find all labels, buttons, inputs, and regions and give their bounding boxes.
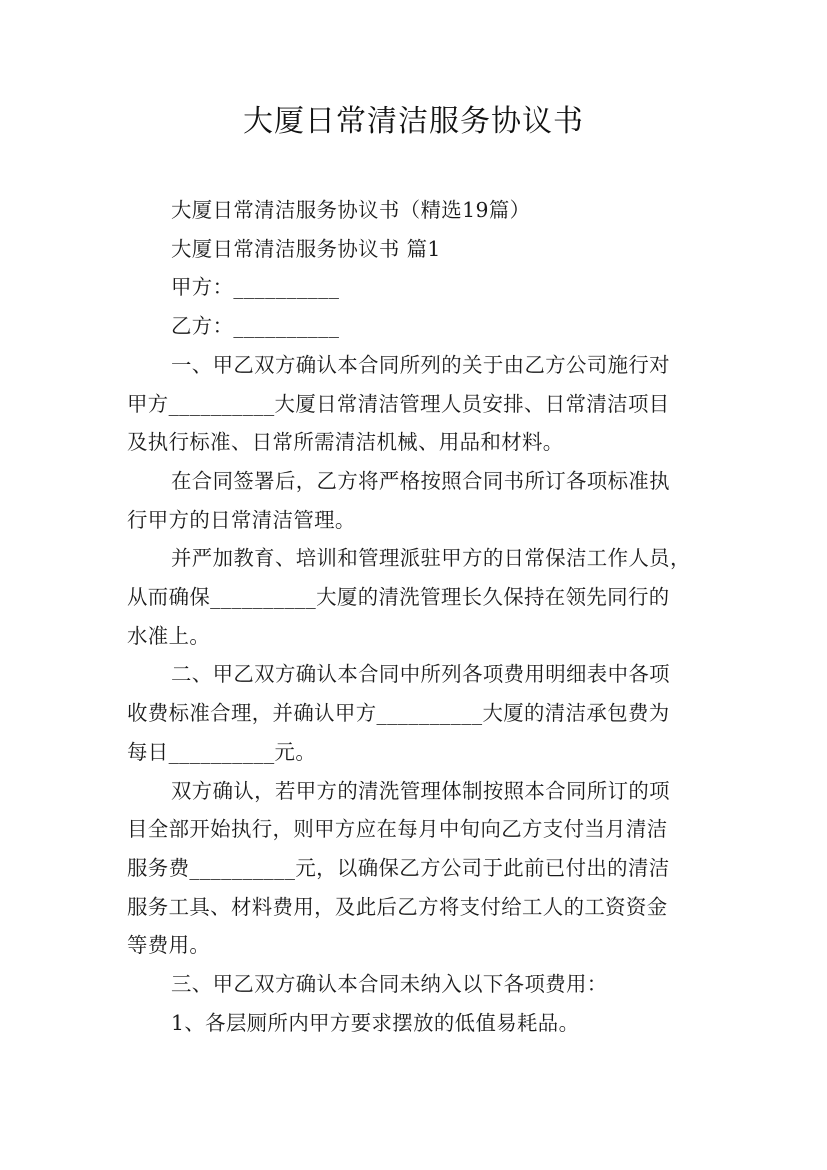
paragraph-line: 等费用。 xyxy=(127,933,211,958)
paragraph-line: 服务费__________元，以确保乙方公司于此前已付出的清洁 xyxy=(127,855,670,880)
paragraph-line: 一、甲乙双方确认本合同所列的关于由乙方公司施行对 xyxy=(171,352,670,377)
paragraph-line: 甲方__________大厦日常清洁管理人员安排、日常清洁项目 xyxy=(127,391,670,416)
paragraph-line: 服务工具、材料费用，及此后乙方将支付给工人的工资资金 xyxy=(127,894,668,919)
party-a-line: 甲方：__________ xyxy=(171,275,340,300)
paragraph-line: 1、各层厕所内甲方要求摆放的低值易耗品。 xyxy=(171,1010,580,1035)
paragraph-line: 并严加教育、培训和管理派驻甲方的日常保洁工作人员， xyxy=(171,546,691,571)
paragraph-line: 三、甲乙双方确认本合同未纳入以下各项费用： xyxy=(171,972,608,997)
paragraph-line: 水准上。 xyxy=(127,623,211,648)
paragraph-line: 从而确保__________大厦的清洗管理长久保持在领先同行的 xyxy=(127,585,670,610)
paragraph-line: 在合同签署后，乙方将严格按照合同书所订各项标准执 xyxy=(171,468,670,493)
paragraph-line: 目全部开始执行，则甲方应在每月中旬向乙方支付当月清洁 xyxy=(127,817,668,842)
party-b-line: 乙方：__________ xyxy=(171,314,340,339)
subtitle-line: 大厦日常清洁服务协议书（精选19篇） xyxy=(171,198,531,222)
document-title: 大厦日常清洁服务协议书 xyxy=(243,104,584,139)
paragraph-line: 双方确认，若甲方的清洗管理体制按照本合同所订的项 xyxy=(171,778,670,803)
paragraph-line: 收费标准合理，并确认甲方__________大厦的清洁承包费为 xyxy=(127,701,670,726)
section-heading: 大厦日常清洁服务协议书 篇1 xyxy=(171,236,441,261)
paragraph-line: 二、甲乙双方确认本合同中所列各项费用明细表中各项 xyxy=(171,662,670,687)
paragraph-line: 行甲方的日常清洁管理。 xyxy=(127,507,356,532)
document-body xyxy=(127,191,702,1042)
paragraph-line: 及执行标准、日常所需清洁机械、用品和材料。 xyxy=(127,430,564,455)
paragraph-line: 每日__________元。 xyxy=(127,739,317,764)
